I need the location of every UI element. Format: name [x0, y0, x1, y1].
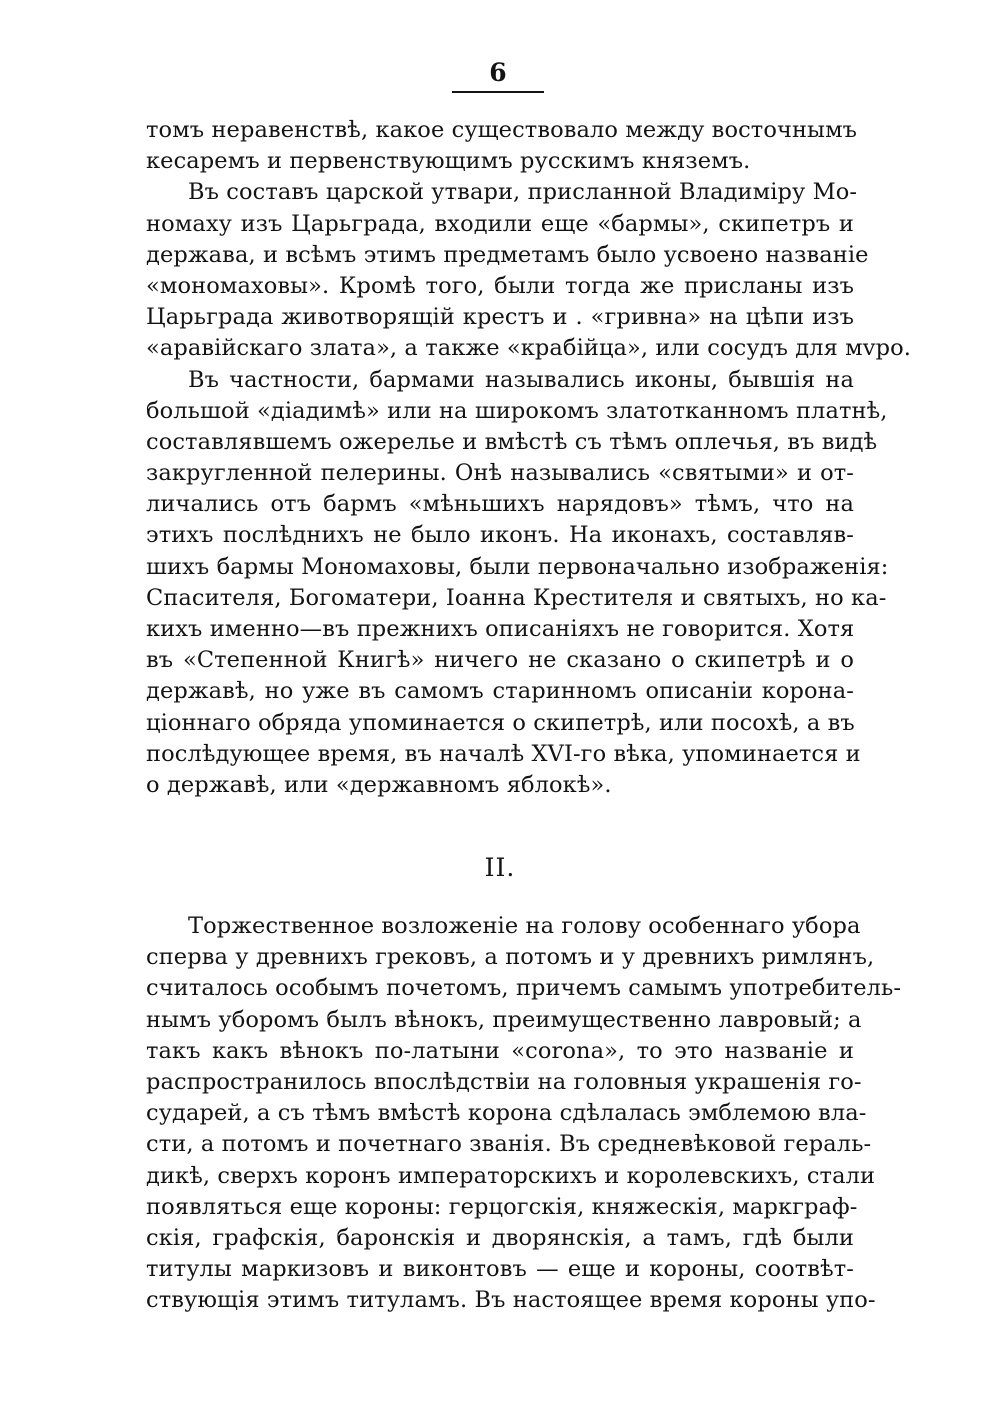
- page-number-rule: [452, 91, 544, 93]
- text-block-bottom: [146, 911, 902, 1316]
- text-line: номаху изъ Царьграда, входили еще «бармы», скипетръ и: [146, 210, 854, 237]
- text-block-top: [146, 115, 911, 801]
- text-line: «мономаховы». Кромѣ того, были тогда же присланы изъ: [146, 272, 854, 299]
- text-line: личались отъ бармъ «мѣньшихъ нарядовъ» тѣмъ, что на: [146, 491, 854, 518]
- text-line: сти, а потомъ и почетнаго званія. Въ средневѣковой гераль-: [146, 1131, 872, 1158]
- text-line: нымъ уборомъ былъ вѣнокъ, преимущественно лавровый; а: [146, 1006, 862, 1033]
- section-heading: II.: [484, 853, 516, 882]
- text-line: ціоннаго обряда упоминается о скипетрѣ, или посохѣ, а въ: [146, 709, 855, 736]
- text-line: въ «Степенной Книгѣ» ничего не сказано о скипетрѣ и о: [146, 647, 854, 674]
- text-line: считалось особымъ почетомъ, причемъ самымъ употребитель-: [146, 975, 902, 1002]
- text-line: такъ какъ вѣнокъ по-латыни «corona», то это названіе и: [146, 1037, 854, 1064]
- text-line: Царьграда животворящій крестъ и . «гривна» на цѣпи изъ: [146, 304, 854, 331]
- text-line: титулы маркизовъ и виконтовъ — еще и короны, соотвѣт-: [146, 1256, 854, 1283]
- text-line: ствующія этимъ титуламъ. Въ настоящее время короны упо-: [146, 1287, 876, 1314]
- text-line: закругленной пелерины. Онѣ назывались «святыми» и от-: [146, 460, 854, 487]
- text-line: Спасителя, Богоматери, Іоанна Крестителя и святыхъ, но ка-: [146, 584, 887, 611]
- text-line: появляться еще короны: герцогскія, княжескія, маркграф-: [146, 1193, 858, 1220]
- text-line: этихъ послѣднихъ не было иконъ. На иконахъ, составляв-: [146, 522, 854, 549]
- text-line: Въ составъ царской утвари, присланной Владиміру Мо-: [188, 179, 858, 206]
- text-line: кихъ именно—въ прежнихъ описаніяхъ не говорится. Хотя: [146, 616, 855, 642]
- text-line: «аравійскаго злата», а также «крабійца», или сосудъ для мvро.: [146, 335, 911, 362]
- text-line: дикѣ, сверхъ коронъ императорскихъ и королевскихъ, стали: [146, 1162, 876, 1189]
- text-line: Торжественное возложеніе на голову особеннаго убора: [188, 913, 861, 939]
- text-line: большой «діадимѣ» или на широкомъ златотканномъ платнѣ,: [146, 397, 888, 424]
- text-line: о державѣ, или «державномъ яблокѣ».: [146, 771, 612, 798]
- text-line: сударей, а съ тѣмъ вмѣстѣ корона сдѣлалась эмблемою вла-: [146, 1100, 867, 1127]
- text-line: шихъ бармы Мономаховы, были первоначально изображенія:: [146, 553, 889, 580]
- text-line: скія, графскія, баронскія и дворянскія, а тамъ, гдѣ были: [146, 1224, 854, 1251]
- text-line: сперва у древнихъ грековъ, а потомъ и у древнихъ римлянъ,: [146, 944, 875, 971]
- text-line: державѣ, но уже въ самомъ старинномъ описаніи корона-: [146, 678, 854, 705]
- page-number: 6: [489, 58, 507, 87]
- text-line: составлявшемъ ожерелье и вмѣстѣ съ тѣмъ оплечья, въ видѣ: [146, 428, 878, 455]
- text-line: держава, и всѣмъ этимъ предметамъ было усвоено названіе: [146, 241, 869, 268]
- text-line: послѣдующее время, въ началѣ XVI-го вѣка, упоминается и: [146, 740, 861, 767]
- text-line: томъ неравенствѣ, какое существовало между восточнымъ: [146, 117, 858, 143]
- text-line: распространилось впослѣдствіи на головныя украшенія го-: [146, 1068, 862, 1095]
- text-line: Въ частности, бармами назывались иконы, бывшія на: [188, 366, 854, 393]
- text-line: кесаремъ и первенствующимъ русскимъ княземъ.: [146, 148, 751, 175]
